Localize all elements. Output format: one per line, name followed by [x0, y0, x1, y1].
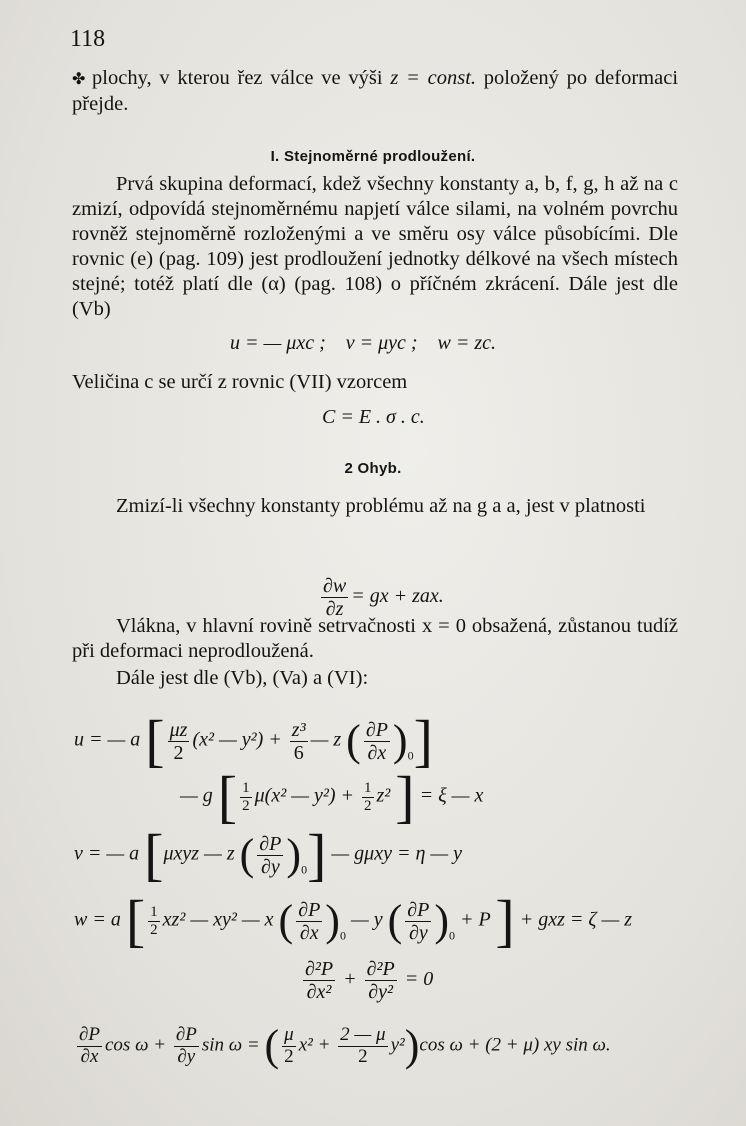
- section2-paragraph1: Zmizí-li všechny konstanty problému až na g a a, jest v platnosti: [116, 495, 646, 517]
- equation-v: v = — a [μxyz — z ( $\frac{\partial P}{\partial y}$ )$_0$] — gμxy = η — y: [74, 822, 463, 887]
- intro-paragraph: ✤ plochy, v kterou řez válce ve výši z = const. položený po deformaci přejde.: [72, 67, 679, 115]
- equation-c: C = E . σ . c.: [322, 406, 425, 428]
- equation-displacements: u = — μxc ; v = μyc ; w = zc.: [230, 332, 497, 354]
- section1-paragraph: Prvá skupina deformací, kdež všechny konstanty a, b, f, g, h až na c zmizí, odpovídá stejnoměrnému napjetí válce silami, na volném povrchu rovněž stejnoměrně rozloženými a ve směru osy válce působícími. Dle rovnic (e) (pag. 109) jest prodloužení jednotky délkové na všech místech stejné; totéž platí dle (α) (pag. 108) o příčném zkrácení. Dále jest dle (Vb): [72, 173, 678, 320]
- fraction-dw-dz: $\frac{\partial w}{\partial z}$: [323, 575, 347, 620]
- section2-paragraph3: Dále jest dle (Vb), (Va) a (VI):: [116, 667, 369, 689]
- equation-u-line1: u = — a [ $\frac{\mu z}{2}$ (x² — y²) + $\frac{\text{z³}}{6}$ — z ( $\frac{\partial P}{\partial x}$ )$_0$]: [74, 708, 433, 773]
- section1-line2: Veličina c se určí z rovnic (VII) vzorcem: [72, 371, 408, 393]
- section-heading-uniform-extension: I. Stejnoměrné prodloužení.: [270, 148, 476, 165]
- equation-u-line2: — g [ $\frac{1}{2}$ μ(x² — y²) + $\frac{1}{2}$ z² ] = ξ — x: [180, 764, 484, 829]
- equation-w: w = a [ $\frac{1}{2}$ xz² — xy² — x ( $\frac{\partial P}{\partial x}$ )$_0$ — y ( $\frac{\partial P}{\partial y}$ )$_0 + P$ ] + gxz = ζ — z: [74, 888, 633, 953]
- section-heading-bending: 2 Ohyb.: [344, 460, 402, 477]
- page-number: 118: [70, 26, 106, 52]
- equation-dw-dz: $\frac{\partial w}{\partial z}$ = gx + zax.: [323, 575, 444, 620]
- section2-paragraph2: Vlákna, v hlavní rovině setrvačnosti x = 0 obsažená, zůstanou tudíž při deformaci neprodloužená.: [72, 615, 678, 662]
- equation-boundary: $\frac{\partial P}{\partial x}$ cos ω + $\frac{\partial P}{\partial y}$ sin ω = ( $\frac{\mu}{2}$ x² + $\frac{2 — \mu}{2}$ y²)cos ω + (2 + μ) xy sin ω.: [79, 1021, 611, 1070]
- equation-laplace: $\frac{\text{∂²P}}{\text{∂x²}}$ + $\frac{\text{∂²P}}{\text{∂y²}}$ = 0: [305, 958, 434, 1003]
- decorative-mark-icon: ✤: [72, 71, 93, 88]
